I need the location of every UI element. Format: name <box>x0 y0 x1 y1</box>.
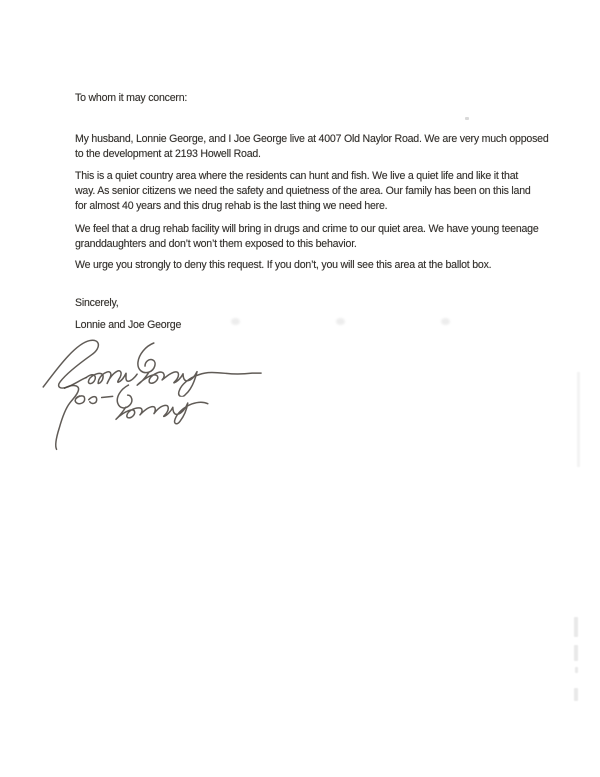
paragraph-concerns <box>75 222 539 252</box>
letter-line: We urge you strongly to deny this request. If you don’t, you will see this area at the ballot box. <box>75 259 492 271</box>
scan-speck <box>465 117 469 120</box>
paragraph-request <box>75 258 491 273</box>
scan-edge-mark <box>574 617 578 637</box>
closing: Sincerely, <box>75 297 119 309</box>
salutation: To whom it may concern: <box>75 92 188 104</box>
letter-line: granddaughters and don’t won’t them exposed to this behavior. <box>75 238 357 250</box>
letter-line: This is a quiet country area where the residents can hunt and fish. We live a quiet life and like it that <box>75 170 519 182</box>
paragraph-quiet-area <box>75 169 531 214</box>
scan-smudge <box>336 318 345 325</box>
letter-line: for almost 40 years and this drug rehab is the last thing we need here. <box>75 200 388 212</box>
joe-george-signature <box>44 379 220 454</box>
scan-edge-mark <box>574 688 578 701</box>
scan-edge-mark <box>574 645 578 661</box>
paragraph-residence <box>75 132 549 162</box>
scan-edge-streak <box>577 372 580 467</box>
letter-line: to the development at 2193 Howell Road. <box>75 148 261 160</box>
letter-line: My husband, Lonnie George, and I Joe George live at 4007 Old Naylor Road. We are very much opposed <box>75 133 549 145</box>
scan-edge-mark <box>575 667 578 673</box>
lonnie-george-signature <box>40 332 271 398</box>
typed-signature-names: Lonnie and Joe George <box>75 319 182 331</box>
scan-smudge <box>231 318 240 325</box>
scan-smudge <box>441 318 450 325</box>
letter-line: We feel that a drug rehab facility will bring in drugs and crime to our quiet area. We have young teenage <box>75 223 539 235</box>
letter-line: way. As senior citizens we need the safety and quietness of the area. Our family has been on this land <box>75 185 531 197</box>
